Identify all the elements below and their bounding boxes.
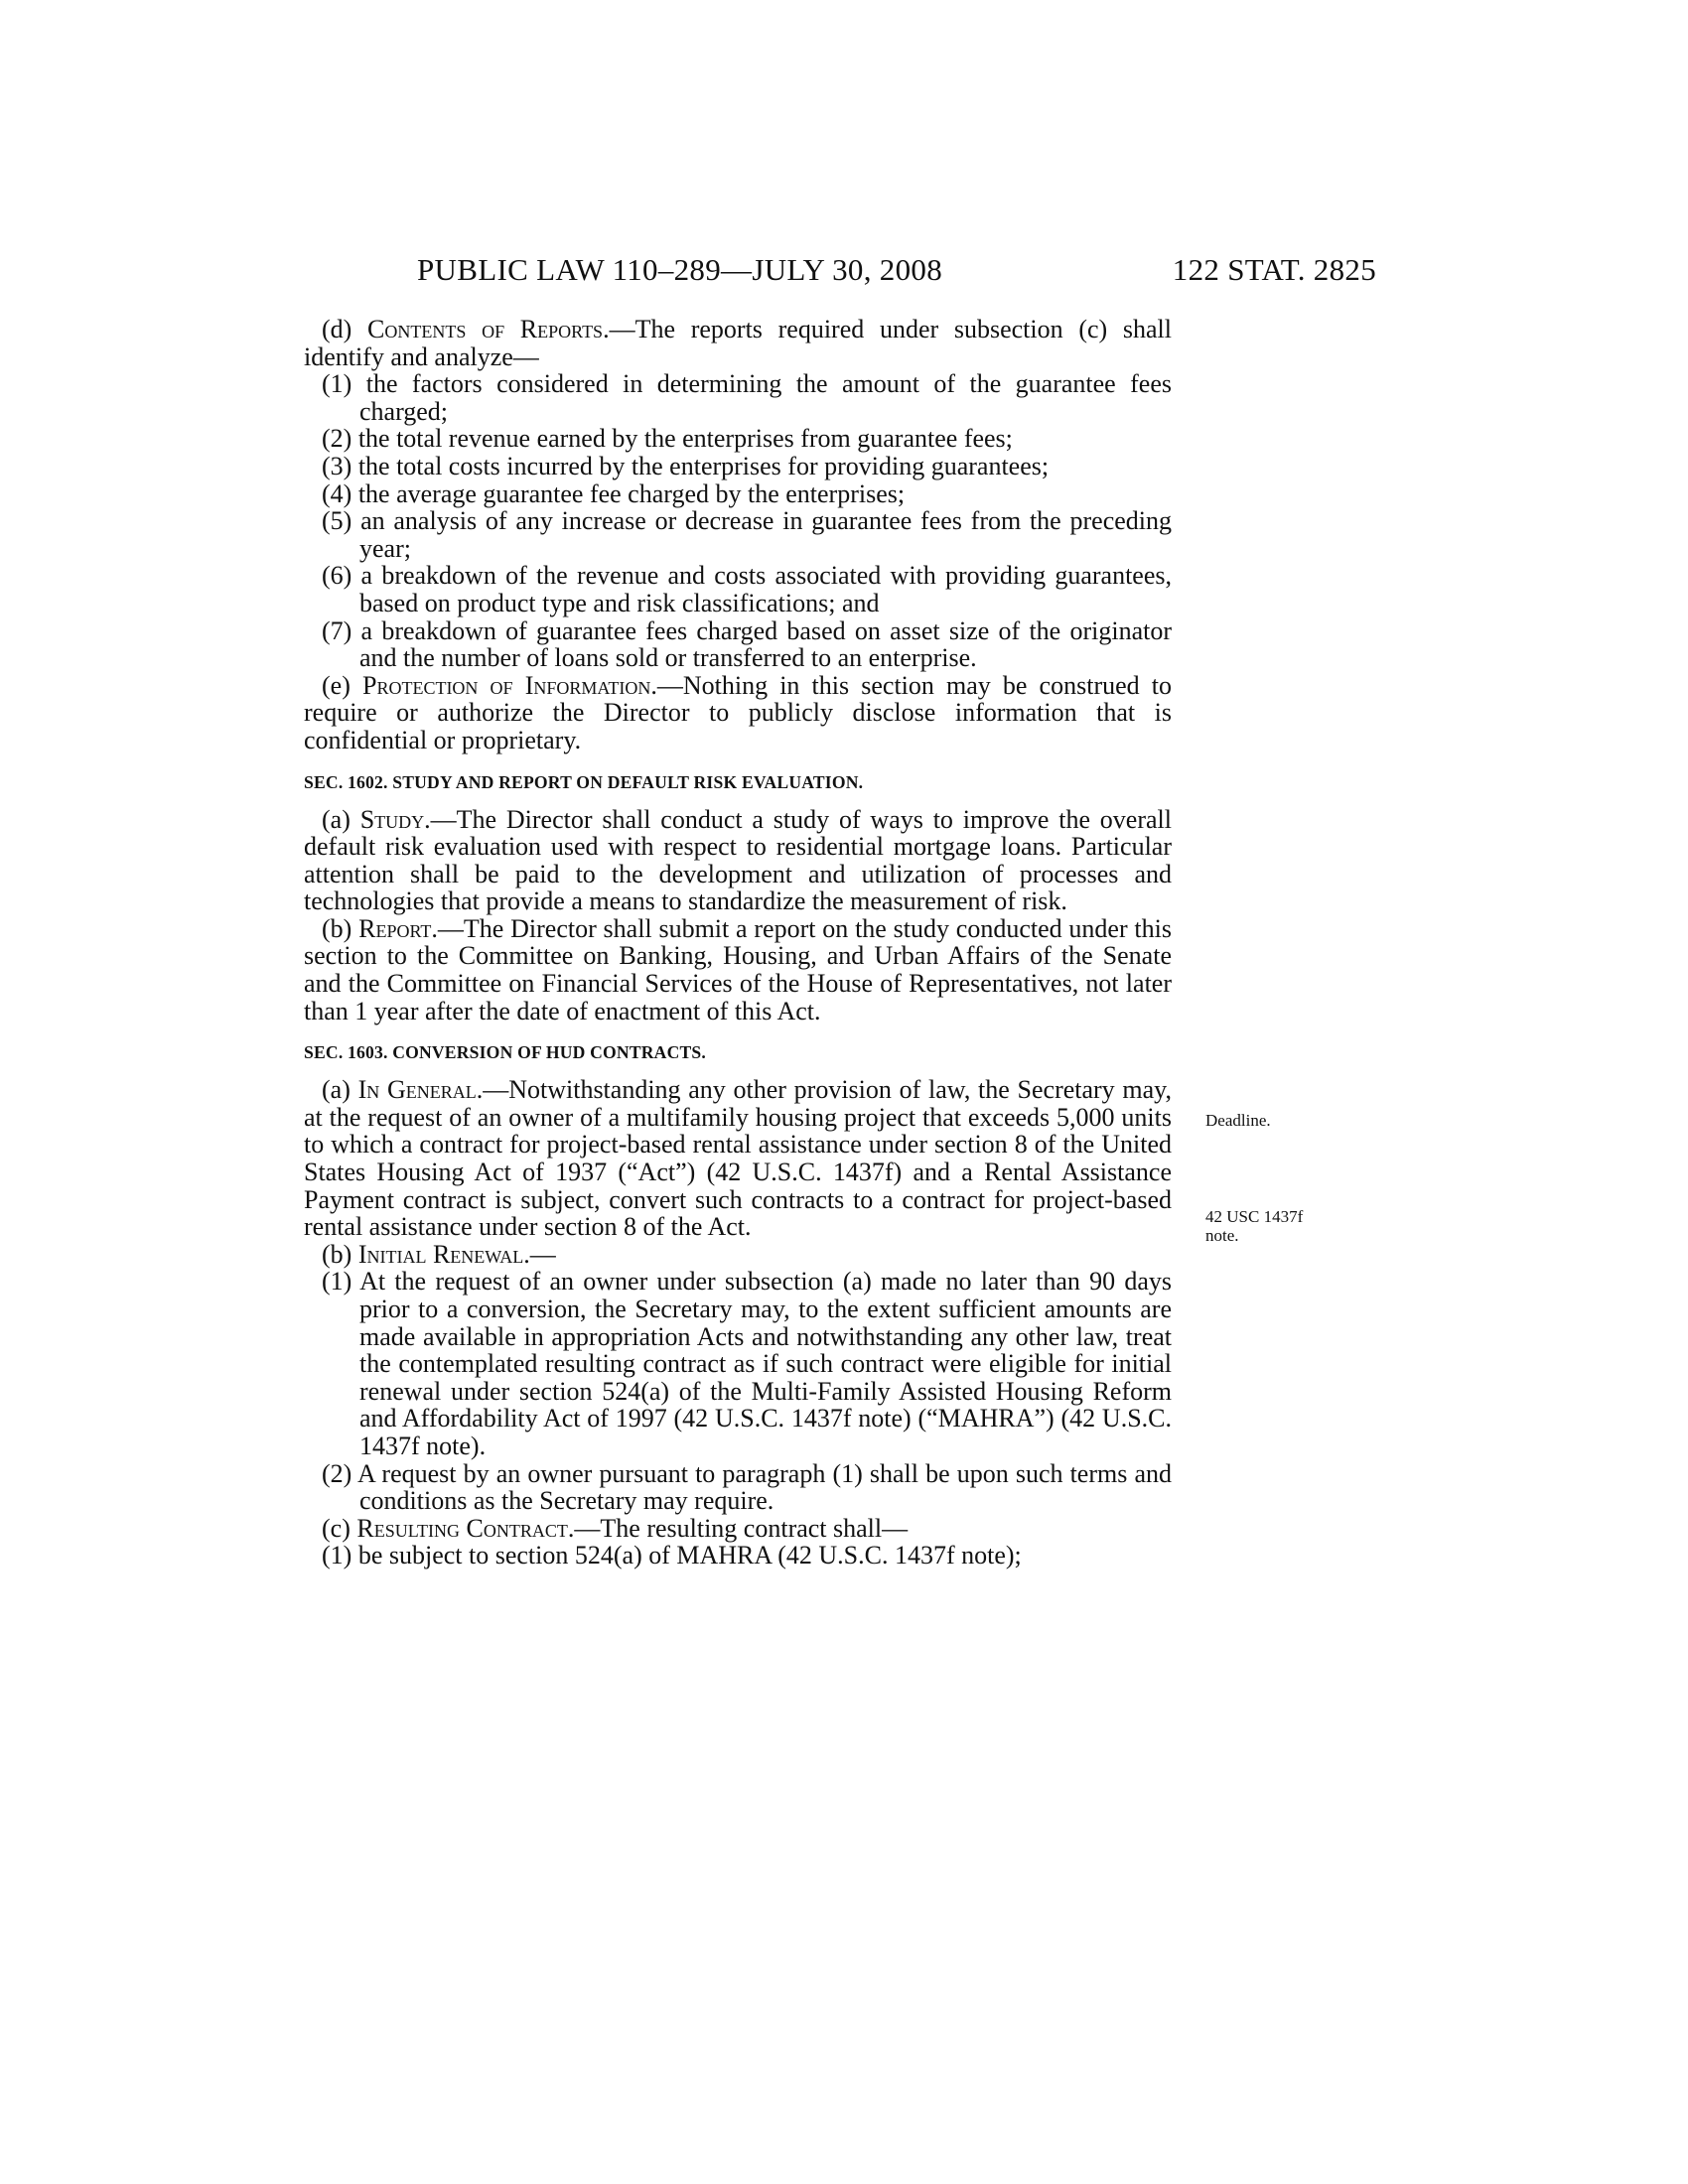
margin-note-usc-citation — [1205, 1207, 1315, 1245]
section-1603-b-heading: Initial Renewal — [357, 1239, 524, 1269]
statute-page-number: 122 STAT. 2825 — [1172, 252, 1376, 287]
running-head — [417, 252, 1376, 292]
subsection-e: (e) Protection of Information.—Nothing in this section may be construed to require or authorize the Director to publicly disclose information that is confidential or proprietary. — [304, 670, 1172, 754]
section-1602-b-heading: Report — [358, 913, 432, 943]
margin-note-deadline: Deadline. — [1205, 1111, 1271, 1130]
body-text — [304, 316, 1172, 1570]
section-1603-b: (b) Initial Renewal.— — [322, 1239, 556, 1269]
section-1603-a: (a) In General.—Notwithstanding any other provision of law, the Secretary may, at the request of an owner of a multifamily housing project that exceeds 5,000 units to which a contract for project-based rental assistance under section 8 of the United States Housing Act of 1937 (“Act”) (42 U.S.C. 1437f) and a Rental Assistance Payment contract is subject, convert such contracts to a contract for project-based rental assistance under section 8 of the Act. — [304, 1075, 1172, 1242]
usc-citation-line: 42 USC 1437f — [1205, 1207, 1304, 1226]
usc-citation-note: note. — [1205, 1226, 1239, 1245]
paragraph-d-2: (2) the total revenue earned by the enterprises from guarantee fees; — [322, 424, 1013, 454]
paragraph-d-3: (3) the total costs incurred by the enterprises for providing guarantees; — [322, 451, 1050, 480]
section-1602-a: (a) Study.—The Director shall conduct a study of ways to improve the overall default risk evaluation used with respect to residential mortgage loans. Particular attention shall be paid to the development and utilization of processes and technologies that provide a means to standardize the measurement of risk. — [304, 804, 1172, 916]
paragraph-c-1: (1) be subject to section 524(a) of MAHRA (42 U.S.C. 1437f note); — [322, 1541, 1022, 1570]
section-1603-c: (c) Resulting Contract.—The resulting contract shall— — [322, 1513, 909, 1543]
section-1602-a-heading: Study — [359, 804, 425, 834]
paragraph-d-7: (7) a breakdown of guarantee fees charged based on asset size of the originator and the number of loans sold or transferred to an enterprise. — [322, 615, 1172, 673]
paragraph-d-5: (5) an analysis of any increase or decrease in guarantee fees from the preceding year; — [322, 506, 1172, 563]
paragraph-d-4: (4) the average guarantee fee charged by the enterprises; — [322, 478, 906, 508]
section-1603-a-heading: In General — [357, 1075, 477, 1105]
paragraph-b-1: (1) At the request of an owner under subsection (a) made no later than 90 days prior to a conversion, the Secretary may, to the extent sufficient amounts are made available in appropriation Acts and notwithstanding any other law, treat the contemplated resulting contract as if such contract were eligible for initial renewal under section 524(a) of the Multi-Family Assisted Housing Reform and Affordability Act of 1997 (42 U.S.C. 1437f note) (“MAHRA”) (42 U.S.C. 1437f note). — [322, 1267, 1172, 1460]
section-1603-heading: SEC. 1603. CONVERSION OF HUD CONTRACTS. — [304, 1042, 707, 1063]
subsection-e-heading: Protection of Information — [361, 670, 651, 700]
paragraph-b-2: (2) A request by an owner pursuant to paragraph (1) shall be upon such terms and conditions as the Secretary may require. — [322, 1458, 1172, 1516]
section-1602-b: (b) Report.—The Director shall submit a report on the study conducted under this section to the Committee on Banking, Housing, and Urban Affairs of the Senate and the Committee on Financial Services of the House of Representatives, not later than 1 year after the date of enactment of this Act. — [304, 913, 1172, 1025]
section-1603-c-heading: Resulting Contract — [356, 1513, 568, 1543]
paragraph-d-1: (1) the factors considered in determining the amount of the guarantee fees charged; — [322, 369, 1172, 426]
public-law-title: PUBLIC LAW 110–289—JULY 30, 2008 — [417, 252, 943, 287]
subsection-d-heading: Contents of Reports — [367, 315, 604, 343]
paragraph-d-6: (6) a breakdown of the revenue and costs associated with providing guarantees, based on product type and risk classifications; and — [322, 561, 1172, 617]
section-1602-heading: SEC. 1602. STUDY AND REPORT ON DEFAULT RISK EVALUATION. — [304, 771, 864, 792]
subsection-d: (d) Contents of Reports.—The reports required under subsection (c) shall identify and analyze— — [304, 315, 1172, 371]
